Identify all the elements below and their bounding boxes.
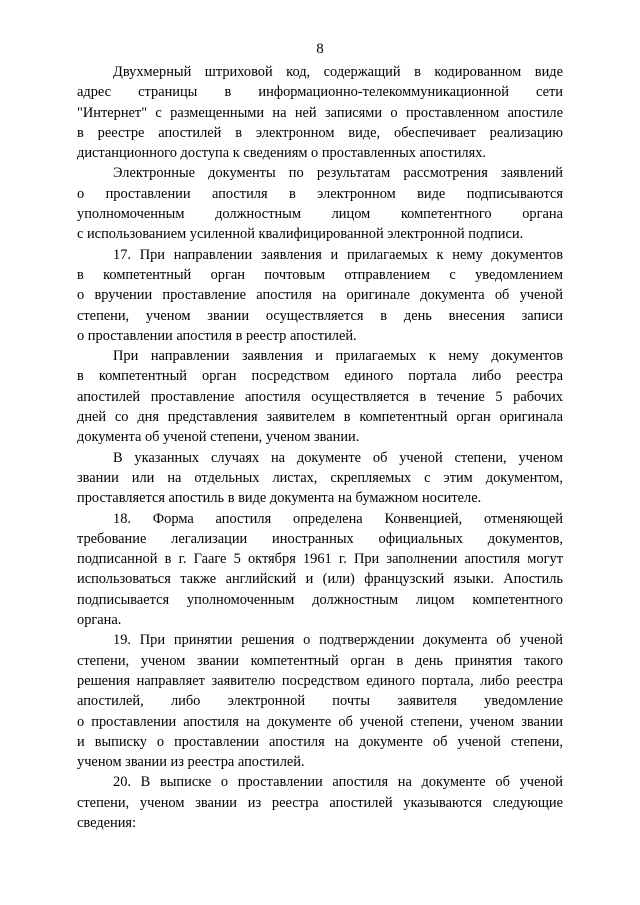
- text-line: ученом звании из реестра апостилей.: [77, 754, 305, 771]
- text-line: степени, ученом звании осуществляется в день внесения записи: [77, 307, 563, 324]
- paragraph: [77, 62, 563, 163]
- text-line: 20. В выписке о проставлении апостиля на документе об ученой: [113, 774, 563, 791]
- text-line: звании или на отдельных листах, скрепляемых с этим документом,: [77, 469, 563, 486]
- text-line: "Интернет" с размещенными на ней записями о проставленном апостиле: [77, 104, 563, 121]
- text-line: о проставлении апостиля в электронном виде подписываются: [77, 185, 563, 202]
- text-line: адрес страницы в информационно-телекоммуникационной сети: [77, 84, 563, 101]
- text-line: Двухмерный штриховой код, содержащий в кодированном виде: [113, 64, 563, 80]
- text-line: дней со дня представления заявителем в компетентный орган оригинала: [77, 409, 563, 426]
- text-line: проставляется апостиль в виде документа на бумажном носителе.: [77, 490, 482, 507]
- text-line: подписанной в г. Гааге 5 октября 1961 г. При заполнении апостиля могут: [77, 551, 563, 568]
- text-line: о проставлении апостиля в реестр апостилей.: [77, 327, 357, 344]
- text-line: документа об ученой степени, ученом звании.: [77, 429, 360, 446]
- text-line: 19. При принятии решения о подтверждении документа об ученой: [113, 632, 563, 649]
- text-line: и выписку о проставлении апостиля на документе об ученой степени,: [77, 733, 563, 750]
- text-line: апостилей, либо электронной почты заявителя уведомление: [77, 693, 563, 710]
- text-line: подписывается уполномоченным должностным лицом компетентного: [77, 591, 563, 608]
- text-line: сведения:: [77, 814, 137, 831]
- text-line: степени, ученом звании из реестра апостилей указываются следующие: [77, 794, 563, 811]
- paragraph: [77, 630, 563, 772]
- paragraph: [77, 346, 563, 447]
- text-line: решения направляет заявителю посредством единого портала, либо реестра: [77, 672, 563, 689]
- text-line: 17. При направлении заявления и прилагаемых к нему документов: [113, 246, 563, 263]
- text-line: При направлении заявления и прилагаемых к нему документов: [113, 348, 563, 365]
- text-line: о вручении проставление апостиля на оригинале документа об ученой: [77, 287, 563, 304]
- text-line: В указанных случаях на документе об ученой степени, ученом: [113, 449, 563, 466]
- text-line: апостилей проставление апостиля осуществляется в течение 5 рабочих: [77, 388, 563, 405]
- text-line: степени, ученом звании компетентный орган в день принятия такого: [77, 652, 563, 669]
- text-line: использоваться также английский и (или) французский языки. Апостиль: [77, 571, 563, 588]
- text-line: в реестре апостилей в электронном виде, обеспечивает реализацию: [77, 124, 563, 141]
- paragraph: [77, 509, 563, 631]
- text-line: дистанционного доступа к сведениям о проставленных апостилях.: [77, 145, 487, 162]
- paragraph: [77, 163, 563, 244]
- paragraph: [77, 448, 563, 509]
- text-line: в компетентный орган посредством единого портала либо реестра: [77, 368, 563, 385]
- paragraph: [77, 245, 563, 346]
- text-line: с использованием усиленной квалифицированной электронной подписи.: [77, 226, 524, 243]
- text-line: уполномоченным должностным лицом компетентного органа: [77, 206, 563, 223]
- page-number: 8: [316, 41, 324, 57]
- document-body: [77, 62, 563, 833]
- text-line: Электронные документы по результатам рассмотрения заявлений: [113, 165, 563, 182]
- text-line: 18. Форма апостиля определена Конвенцией, отменяющей: [113, 510, 563, 527]
- paragraph: [77, 772, 563, 833]
- text-line: о проставлении апостиля на документе об ученой степени, ученом звании: [77, 713, 563, 730]
- text-line: органа.: [77, 612, 122, 629]
- text-line: в компетентный орган почтовым отправлением с уведомлением: [77, 266, 563, 283]
- text-line: требование легализации иностранных официальных документов,: [77, 530, 563, 547]
